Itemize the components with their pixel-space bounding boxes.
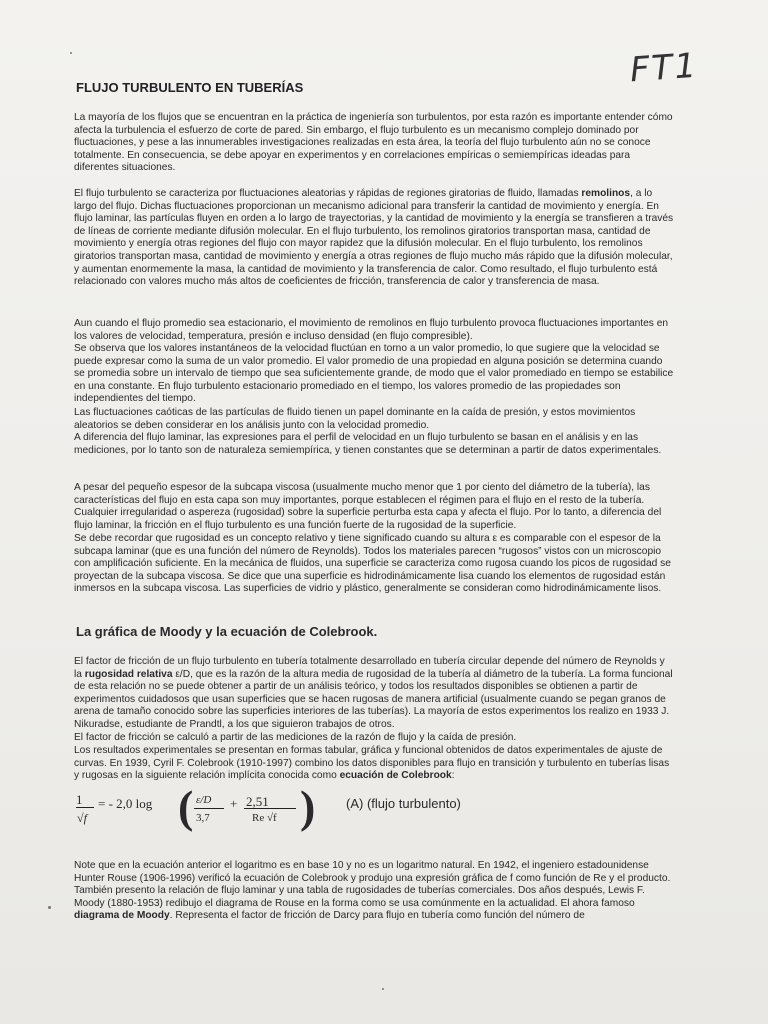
handwritten-note: FT1 — [628, 45, 700, 91]
paragraph-text: : — [451, 770, 455, 782]
paragraph-rugosidad: Se debe recordar que rugosidad es un concepto relativo y tiene significado cuando su altura ε es comparable con el espesor de la subcapa laminar (que es una función del número de Reynolds). Todos los materiales parecen “rugosos” vistos con un microscopio con amplificación suficiente. En la mecánica de fluidos, una superficie se caracteriza como rugosa cuando los picos de rugosidad se proyectan de la subcapa viscosa. Se dice que una superficie es hidrodinámicamente lisa cuando los elementos de rugosidad están inmersos en la subcapa viscosa. Las superficies de vidrio y plástico, generalmente se consideran como hidrodinámicamente lisos. — [74, 533, 671, 595]
scan-speck — [382, 988, 384, 990]
paragraph-text: Note que en la ecuación anterior el logaritmo es en base 10 y no es un logaritmo natural. En 1942, el ingeniero estadounidense Hunter Rouse (1906-1996) verificó la ecuación de Colebrook y produjo una expresión gráfica de f como función de Re y el producto. También presento la relación de flujo laminar y una tabla de rugosidades de tuberías comerciales. Dos años después, Lewis F. Moody (1880-1953) redibujo el diagrama de Rouse en la forma como se usa comúnmente en la actualidad. El ahora famoso — [74, 860, 671, 909]
paragraph-remolinos — [74, 188, 674, 289]
equation-denominator-sqrt-f: √f — [77, 811, 87, 825]
paragraph-perfil-velocidad: A diferencia del flujo laminar, las expresiones para el perfil de velocidad en un flujo turbulento se basan en el análisis y en las mediciones, por lo tanto son de naturaleza semiempírica, y tienen constantes que se determinan a partir de datos experimentales. — [74, 432, 662, 456]
scan-speck — [70, 52, 72, 54]
paragraph-subcapa-viscosa: A pesar del pequeño espesor de la subcapa viscosa (usualmente mucho menor que 1 por ciento del diámetro de la tubería), las características del flujo en esta capa son muy importantes, porque establecen el régimen para el flujo en el resto de la tubería. Cualquier irregularidad o aspereza (rugosidad) sobre la superficie perturba esta capa y afecta el flujo. Por lo tanto, a diferencia del flujo laminar, la fricción en el flujo turbulento es una función fuerte de la rugosidad de la superficie. — [74, 482, 662, 531]
section-heading-moody: La gráfica de Moody y la ecuación de Colebrook. — [76, 624, 378, 639]
equation-log-term: = - 2,0 log — [98, 796, 153, 811]
paragraph-caoticas: Las fluctuaciones caóticas de las partículas de fluido tienen un papel dominante en la caída de presión, y estos movimientos aleatorios se deben considerar en los análisis junto con la velocidad promedio. — [74, 407, 636, 431]
fraction-line — [244, 808, 296, 809]
term-rugosidad-relativa: rugosidad relativa — [84, 668, 173, 680]
paragraph-factor-friccion — [74, 656, 674, 732]
paragraph-text: Los resultados experimentales se presentan en formas tabular, gráfica y funcional obtenidos de datos experimentales de ajuste de curvas. En 1939, Cyril F. Colebrook (1910-1997) combino los datos disponibles para flujo en transición y turbulento en tuberías lisas y rugosas en la siguiente relación implícita conocida como — [74, 745, 670, 782]
paragraph-calculo-friccion: El factor de fricción se calculó a partir de las mediciones de la razón de flujo y la caída de presión. — [74, 732, 517, 743]
paragraph-text: El factor de fricción de un flujo turbulento en tubería totalmente desarrollado en tubería circular depende del número de Reynolds y la — [74, 656, 665, 680]
paragraph-intro: La mayoría de los flujos que se encuentran en la práctica de ingeniería son turbulentos, por esta razón es importante entender cómo afecta la turbulencia el esfuerzo de corte de pared. Sin embargo, el flujo turbulento es un mecanismo complejo dominado por fluctuaciones, y pese a las innumerables investigaciones realizadas en esta área, la teoría del flujo turbulento aún no se conoce totalmente. En consecuencia, se debe apoyar en experimentos y en correlaciones empíricas o semiempíricas ideadas para diferentes situaciones. — [74, 112, 673, 174]
paragraph-text: ε/D, que es la razón de la altura media de rugosidad de la tubería al diámetro de la tubería. La forma funcional de esta relación no se puede obtener a partir de un análisis teórico, y todos los resultados disponibles se obtienen a partir de experimentos cuidadosos que usan superficies que se hacen rugosas de manera artificial (usualmente cuando se pegan granos de arena de tamaño conocido sobre las superficies interiores de las tuberías). La mayoría de estos experimentos los realizo en 1933 J. Nikuradse, estudiante de Prandtl, a los que siguieron trabajos de otros. — [74, 668, 673, 730]
term-ecuacion-colebrook: ecuación de Colebrook — [339, 770, 452, 782]
equation-denominator-re-sqrt-f: Re √f — [252, 812, 277, 824]
fraction-line — [194, 808, 224, 809]
left-parenthesis: ( — [178, 781, 194, 832]
paragraph-text: El flujo turbulento se caracteriza por fluctuaciones aleatorias y rápidas de regiones giratorias de fluido, llamadas — [74, 188, 582, 199]
equation-plus: + — [230, 796, 238, 811]
paragraph-valor-promedio: Se observa que los valores instantáneos de la velocidad fluctúan en torno a un valor promedio, lo que sugiere que la velocidad se puede expresar como la suma de un valor promedio. El valor promedio de una propiedad en alguna posición se determina cuando se promedia sobre un intervalo de tiempo que sea suficientemente grande, de modo que el valor promediado en tiempo se estabilice en una constante. En flujo turbulento estacionario promediado en el tiempo, los valores promedio de las propiedades son independientes del tiempo. — [74, 343, 674, 405]
paragraph-fluctuaciones: Aun cuando el flujo promedio sea estacionario, el movimiento de remolinos en flujo turbulento provoca fluctuaciones importantes en los valores de velocidad, temperatura, presión e incluso densidad (en flujo compresible). — [74, 318, 669, 342]
equation-numerator-1: 1 — [76, 792, 83, 807]
colebrook-equation — [76, 781, 461, 840]
paragraph-moody-diagram — [74, 860, 674, 923]
equation-denominator-3-7: 3,7 — [196, 812, 210, 824]
paragraph-colebrook — [74, 745, 674, 783]
term-remolinos: remolinos — [581, 188, 631, 199]
equation-numerator-2-51: 2,51 — [246, 794, 269, 809]
right-parenthesis: ) — [300, 781, 316, 832]
equation-relative-roughness: ε/D — [196, 794, 212, 806]
paragraph-text: , a lo largo del flujo. Dichas fluctuaciones proporcionan un mecanismo adicional para transferir la cantidad de movimiento y energía. En flujo laminar, las partículas fluyen en orden a lo largo de trayectorias, y la cantidad de movimiento y la energía se transfieren a través de líneas de corriente mediante difusión molecular. En el flujo turbulento, los remolinos giratorios transportan masa, cantidad de movimiento y energía otras regiones del flujo con mayor rapidez que la difusión molecular. En el flujo turbulento, los remolinos giratorios transportan masa, cantidad de movimiento y energía a otras regiones de flujo mucho más rápido que la difusión molecular, y aumentan enormemente la masa, la cantidad de movimiento y la transferencia de calor. Como resultado, el flujo turbulento está relacionado con valores mucho más altos de coeficientes de fricción, transferencia de calor y transferencia de masa. — [74, 188, 674, 288]
paragraph-text: . Representa el factor de fricción de Darcy para flujo en tubería como función del número de — [169, 910, 585, 922]
fraction-line — [76, 807, 94, 808]
equation-tag: (A) (flujo turbulento) — [346, 796, 461, 811]
scan-speck — [48, 906, 51, 909]
document-title: FLUJO TURBULENTO EN TUBERÍAS — [76, 80, 304, 95]
term-diagrama-moody: diagrama de Moody — [74, 910, 170, 922]
